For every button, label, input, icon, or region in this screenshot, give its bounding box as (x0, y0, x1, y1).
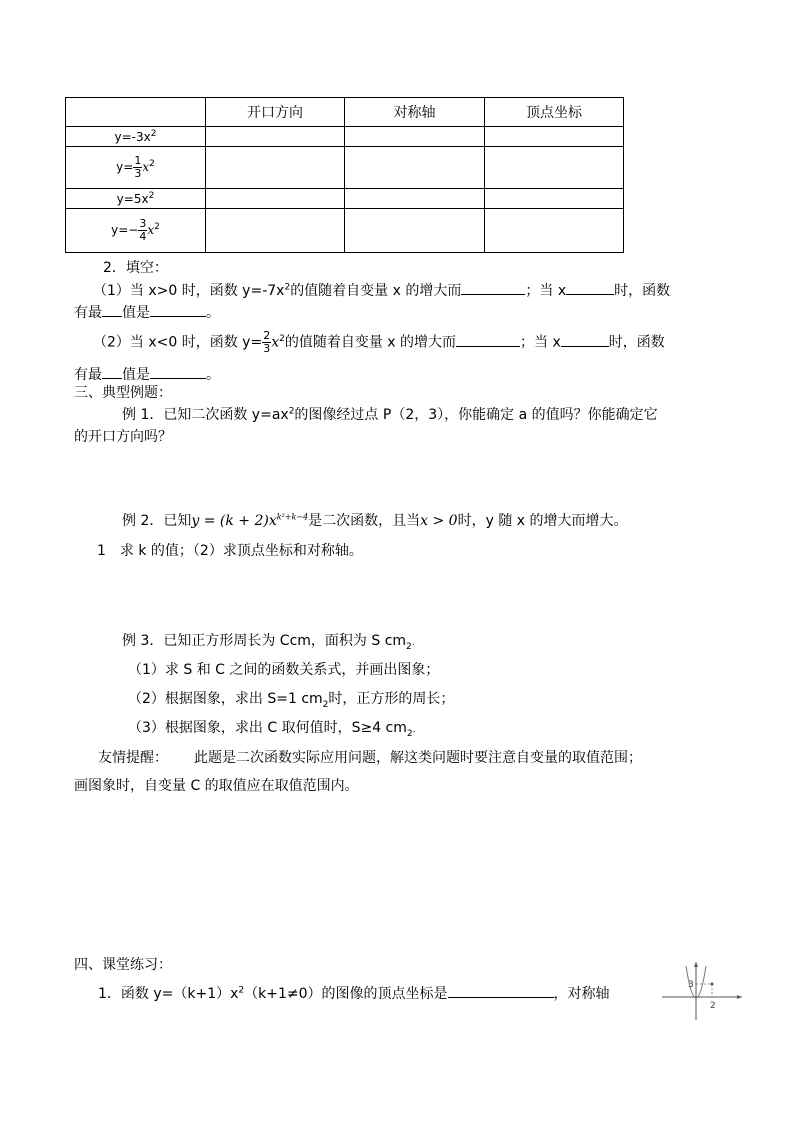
subscript: 2 (406, 728, 413, 739)
answer-blank[interactable] (456, 332, 520, 347)
fraction (133, 155, 142, 180)
formula: x > 0 (420, 513, 458, 529)
table-row (66, 147, 624, 189)
text: 值是 (122, 367, 150, 383)
exponent: 2 (238, 985, 245, 996)
table-cell (206, 127, 345, 147)
table-cell (485, 209, 624, 253)
text: 时，函数 (614, 283, 671, 299)
table-cell (206, 209, 345, 253)
x-tick-label: 2 (710, 1001, 716, 1011)
table-cell (206, 147, 345, 189)
text: （2）当 x<0 时，函数 y= (93, 334, 263, 351)
text: 时，正方形的周长； (328, 691, 455, 707)
table-cell (485, 127, 624, 147)
exponent: 2 (148, 190, 155, 201)
x-axis-arrow (737, 995, 742, 999)
text: 是二次函数，且当 (308, 513, 421, 529)
answer-blank[interactable] (448, 983, 554, 998)
text: （2）根据图象，求出 S=1 cm (128, 691, 323, 707)
text: 例 2．已知 (122, 513, 192, 529)
table-header-cell: 对称轴 (345, 98, 485, 127)
variable: x (271, 334, 280, 351)
formula: y = (k + 2)x (191, 513, 277, 529)
text: 例 3．已知正方形周长为 Ccm，面积为 S cm (122, 633, 407, 649)
text: 时，函数 (608, 334, 665, 351)
function-text: y=− (111, 223, 139, 237)
text: 时，y 随 x 的增大而增大。 (457, 513, 628, 529)
example-2-line-1 (122, 511, 628, 531)
table-cell (485, 189, 624, 209)
parabola-figure (660, 960, 744, 1022)
fill-in-line-3 (93, 330, 665, 355)
table-row (66, 127, 624, 147)
exponent: 2 (150, 128, 157, 139)
answer-blank[interactable] (461, 280, 525, 295)
answer-blank[interactable] (102, 364, 122, 379)
denominator: 4 (139, 230, 147, 243)
fill-in-heading: 2．填空： (103, 260, 168, 276)
table-header-cell: 顶点坐标 (485, 98, 624, 127)
fraction (138, 218, 147, 243)
denominator: 3 (263, 342, 271, 355)
table-cell (206, 189, 345, 209)
table-header-cell: 开口方向 (206, 98, 345, 127)
table-cell (345, 147, 485, 189)
numerator: 1 (134, 154, 142, 167)
variable: x (142, 160, 150, 174)
text: . (411, 638, 415, 648)
function-label (66, 209, 206, 253)
y-axis-arrow (694, 962, 698, 967)
function-label (66, 189, 206, 209)
text: 的值随着自变量 x 的增大而 (290, 283, 462, 299)
function-text: y=5x (116, 191, 149, 206)
text: 的值随着自变量 x 的增大而 (284, 334, 457, 351)
exponent: 2 (284, 282, 291, 293)
fill-in-line-1 (93, 280, 670, 301)
text: 。 (206, 367, 220, 383)
text: ；当 x (525, 283, 567, 299)
example-3-question-2 (128, 689, 454, 709)
table-cell (345, 209, 485, 253)
practice-1 (98, 983, 610, 1004)
text: （1）当 x>0 时，函数 y=-7x (93, 283, 285, 299)
text: 的图像经过点 P（2，3），你能确定 a 的值吗？你能确定它 (294, 407, 658, 423)
fill-in-line-2 (74, 302, 220, 323)
numerator: 3 (139, 217, 147, 230)
example-3-question-1: （1）求 S 和 C 之间的函数关系式，并画出图象； (128, 662, 440, 678)
variable: x (147, 223, 155, 237)
denominator: 3 (134, 167, 142, 180)
text: 。 (206, 305, 220, 321)
exponent: k²+k−4 (276, 512, 309, 522)
text: 有最 (74, 367, 102, 383)
point-marker (711, 983, 714, 986)
exponent: 2 (154, 222, 160, 232)
answer-blank[interactable] (566, 280, 614, 295)
text: ，对称轴 (553, 986, 610, 1002)
example-1-line-2: 的开口方向吗？ (74, 429, 172, 445)
exponent: 2 (288, 406, 295, 417)
example-2-questions: 1 求 k 的值；（2）求顶点坐标和对称轴。 (97, 543, 363, 559)
y-tick-label: 3 (688, 980, 694, 990)
example-3-question-3 (128, 718, 416, 740)
function-table (65, 97, 624, 253)
function-text: y=-3x (114, 129, 151, 144)
example-1-line-1 (122, 405, 658, 425)
tip-label: 友情提醒： (98, 750, 168, 766)
function-text: y= (116, 160, 134, 174)
numerator: 2 (263, 329, 271, 342)
text: ；当 x (520, 334, 561, 351)
text: （3）根据图象，求出 C 取何值时，S≥4 cm (128, 720, 407, 736)
table-cell (345, 189, 485, 209)
answer-blank[interactable] (150, 364, 206, 379)
table-row (66, 209, 624, 253)
fraction (262, 330, 271, 355)
table-cell (345, 127, 485, 147)
subscript: 2 (322, 699, 329, 710)
practice-heading: 四、课堂练习： (74, 957, 172, 973)
answer-blank[interactable] (102, 302, 122, 317)
text: 值是 (122, 305, 150, 321)
function-label (66, 147, 206, 189)
text: 有最 (74, 305, 102, 321)
exponent: 2 (149, 159, 155, 169)
table-header-cell (66, 98, 206, 127)
table-row (66, 189, 624, 209)
text: 此题是二次函数实际应用问题，解这类问题时要注意自变量的取值范围； (194, 750, 642, 766)
tip-line-1 (98, 748, 642, 768)
tip-line-2: 画图象时，自变量 C 的取值应在取值范围内。 (74, 778, 359, 794)
text: . (412, 725, 416, 735)
examples-heading: 三、典型例题： (74, 385, 172, 401)
function-label (66, 127, 206, 147)
table-header-row (66, 98, 624, 127)
text: 例 1．已知二次函数 y=ax (122, 407, 289, 423)
example-3-line-1 (122, 631, 415, 653)
subscript: 2 (406, 641, 412, 652)
table-cell (485, 147, 624, 189)
fill-in-line-4 (74, 364, 220, 385)
answer-blank[interactable] (150, 302, 206, 317)
answer-blank[interactable] (561, 332, 609, 347)
text: 1．函数 y=（k+1）x (98, 986, 239, 1002)
exponent: 2 (279, 333, 285, 344)
text: （k+1≠0）的图像的顶点坐标是 (244, 986, 448, 1002)
